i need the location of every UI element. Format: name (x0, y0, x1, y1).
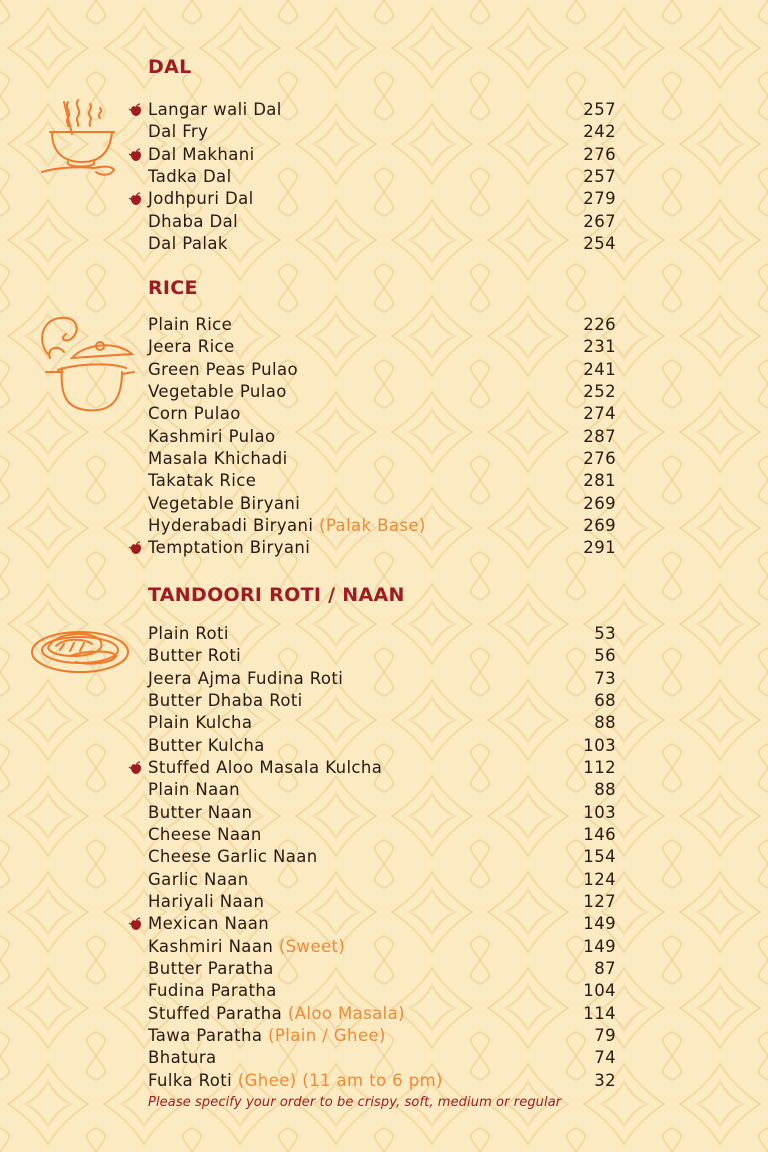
chef-special-icon (128, 103, 144, 117)
menu-item (128, 233, 616, 255)
item-name: Vegetable Pulao (148, 381, 287, 401)
chef-special-icon (128, 917, 144, 931)
item-price: 257 (583, 166, 616, 186)
chef-special-icon (128, 761, 144, 775)
menu-item (128, 891, 616, 913)
menu-item (128, 757, 616, 779)
item-name: Temptation Biryani (148, 538, 311, 558)
item-price: 269 (583, 515, 616, 535)
item-name: Masala Khichadi (148, 448, 288, 468)
item-name: Takatak Rice (148, 471, 257, 491)
item-price: 149 (583, 936, 616, 956)
item-price: 149 (583, 914, 616, 934)
item-name: Green Peas Pulao (148, 359, 298, 379)
menu-item (128, 869, 616, 891)
item-name: Hariyali Naan (148, 891, 265, 911)
menu-item (128, 913, 616, 935)
menu-item (128, 1047, 616, 1069)
item-name: Butter Dhaba Roti (148, 690, 303, 710)
menu-item (128, 1003, 616, 1025)
item-name: Kashmiri Pulao (148, 426, 276, 446)
item-note: (Palak Base) (319, 515, 426, 535)
menu-item (128, 426, 616, 448)
item-price: 242 (583, 122, 616, 142)
item-price: 274 (583, 404, 616, 424)
item-name: Butter Roti (148, 646, 242, 666)
section-title-dal: DAL (148, 56, 192, 78)
menu-item (128, 623, 616, 645)
item-name: Tawa Paratha (Plain / Ghee) (148, 1025, 386, 1045)
menu-item (128, 668, 616, 690)
item-price: 73 (594, 668, 616, 688)
item-note: (Sweet) (278, 936, 346, 956)
bread-plate-icon (30, 626, 132, 676)
menu-item (128, 690, 616, 712)
menu-item (128, 493, 616, 515)
menu-item (128, 1025, 616, 1047)
item-name: Garlic Naan (148, 869, 249, 889)
item-name: Dal Palak (148, 233, 228, 253)
item-price: 276 (583, 448, 616, 468)
item-name: Butter Kulcha (148, 735, 265, 755)
menu-item (128, 645, 616, 667)
item-price: 231 (583, 337, 616, 357)
item-name: Fulka Roti (Ghee) (11 am to 6 pm) (148, 1070, 443, 1090)
item-name: Stuffed Paratha (Aloo Masala) (148, 1003, 405, 1023)
item-price: 88 (594, 713, 616, 733)
menu-item (128, 980, 616, 1002)
menu-item (128, 314, 616, 336)
item-price: 254 (583, 233, 616, 253)
menu-item (128, 381, 616, 403)
item-name: Vegetable Biryani (148, 493, 301, 513)
menu-item (128, 537, 616, 559)
chef-special-icon (128, 192, 144, 206)
item-price: 53 (594, 624, 616, 643)
item-price: 279 (583, 189, 616, 209)
section-title-tandoori: TANDOORI ROTI / NAAN (148, 584, 405, 606)
item-price: 257 (583, 100, 616, 119)
menu-item (128, 359, 616, 381)
soup-bowl-icon (38, 96, 120, 180)
menu-item (128, 211, 616, 233)
item-price: 103 (583, 735, 616, 755)
item-note: (Aloo Masala) (287, 1003, 405, 1023)
item-name: Jeera Ajma Fudina Roti (148, 668, 344, 688)
item-price: 103 (583, 802, 616, 822)
item-price: 226 (583, 315, 616, 334)
menu-item (128, 188, 616, 210)
item-price: 124 (583, 869, 616, 889)
item-price: 112 (583, 757, 616, 777)
item-name: Plain Roti (148, 624, 229, 643)
item-price: 241 (583, 359, 616, 379)
menu-item (128, 470, 616, 492)
item-name: Butter Naan (148, 802, 253, 822)
item-name: Kashmiri Naan (Sweet) (148, 936, 346, 956)
menu-item (128, 166, 616, 188)
item-price: 267 (583, 211, 616, 231)
cooking-pot-icon (36, 314, 140, 416)
item-price: 281 (583, 471, 616, 491)
item-name: Fudina Paratha (148, 981, 277, 1001)
menu-item (128, 779, 616, 801)
item-price: 291 (583, 538, 616, 558)
menu-item (128, 448, 616, 470)
item-name: Mexican Naan (148, 914, 270, 934)
item-name: Hyderabadi Biryani (Palak Base) (148, 515, 426, 535)
section-title-rice: RICE (148, 277, 198, 299)
menu-item (128, 336, 616, 358)
item-price: 154 (583, 847, 616, 867)
item-price: 276 (583, 144, 616, 164)
item-name: Plain Kulcha (148, 713, 253, 733)
chef-special-icon (128, 148, 144, 162)
item-name: Cheese Garlic Naan (148, 847, 318, 867)
item-name: Jeera Rice (148, 337, 235, 357)
menu-item (128, 802, 616, 824)
rice-items (128, 314, 616, 560)
item-name: Tadka Dal (148, 166, 232, 186)
menu-item (128, 958, 616, 980)
item-price: 269 (583, 493, 616, 513)
item-price: 88 (594, 780, 616, 800)
item-name: Dhaba Dal (148, 211, 239, 231)
item-price: 32 (594, 1070, 616, 1090)
item-price: 287 (583, 426, 616, 446)
menu-item (128, 735, 616, 757)
item-name: Butter Paratha (148, 958, 274, 978)
menu-item (128, 824, 616, 846)
item-note: (Ghee) (11 am to 6 pm) (237, 1070, 443, 1090)
menu-item (128, 936, 616, 958)
item-name: Jodhpuri Dal (148, 189, 254, 209)
item-price: 146 (583, 824, 616, 844)
menu-item (128, 121, 616, 143)
item-name: Plain Naan (148, 780, 240, 800)
item-price: 127 (583, 891, 616, 911)
item-name: Dal Fry (148, 122, 209, 142)
menu-item (128, 1070, 616, 1092)
item-name: Stuffed Aloo Masala Kulcha (148, 757, 383, 777)
order-footnote: Please specify your order to be crispy, soft, medium or regular (148, 1095, 562, 1110)
item-price: 114 (583, 1003, 616, 1023)
menu-item (128, 712, 616, 734)
item-name: Dal Makhani (148, 144, 255, 164)
menu-item (128, 403, 616, 425)
item-name: Langar wali Dal (148, 100, 282, 119)
item-name: Plain Rice (148, 315, 233, 334)
menu-item (128, 515, 616, 537)
item-price: 68 (594, 690, 616, 710)
item-name: Cheese Naan (148, 824, 262, 844)
chef-special-icon (128, 541, 144, 555)
item-note: (Plain / Ghee) (268, 1025, 386, 1045)
item-name: Corn Pulao (148, 404, 241, 424)
item-price: 74 (594, 1048, 616, 1068)
menu-item (128, 846, 616, 868)
item-price: 252 (583, 381, 616, 401)
dal-items (128, 99, 616, 255)
tandoori-items (128, 623, 616, 1092)
item-price: 56 (594, 646, 616, 666)
item-price: 104 (583, 981, 616, 1001)
menu-item (128, 144, 616, 166)
item-price: 87 (594, 958, 616, 978)
item-name: Bhatura (148, 1048, 217, 1068)
item-price: 79 (594, 1025, 616, 1045)
menu-item (128, 99, 616, 121)
